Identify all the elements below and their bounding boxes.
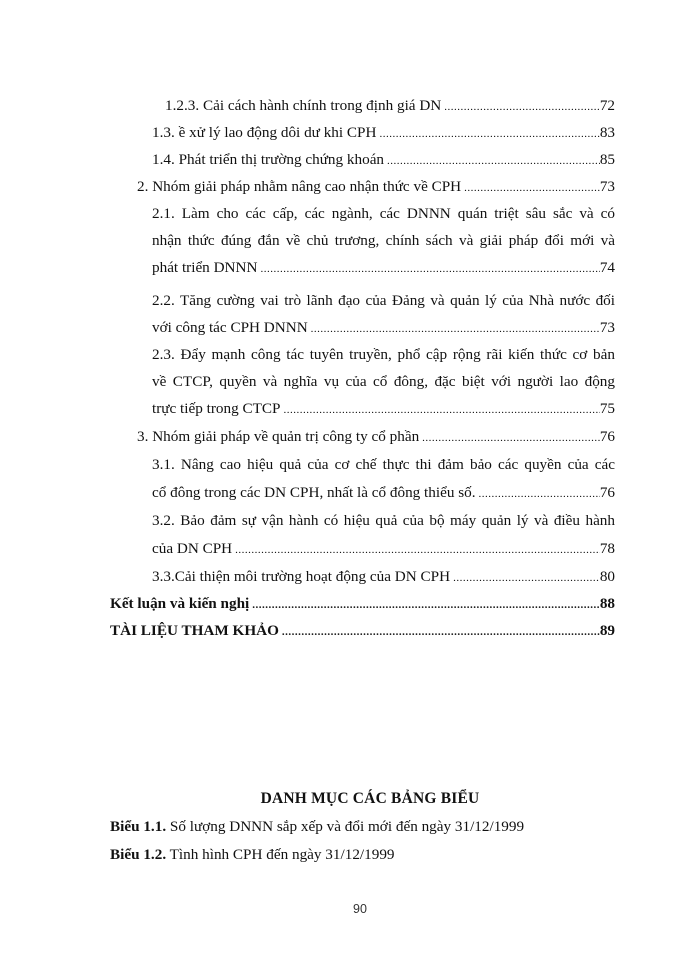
toc-leader-dots [379, 121, 599, 148]
toc-leader-dots [464, 175, 600, 202]
toc-entry-line: 2.3. Đẩy mạnh công tác tuyên truyền, phổ cập rộng rãi kiến thức cơ bản [152, 346, 615, 363]
figure-item [110, 818, 524, 836]
toc-page-number: 75 [599, 400, 615, 417]
toc-entry-text: phát triển DNNN [152, 259, 258, 276]
toc-entry [152, 535, 615, 562]
toc-entry [137, 423, 615, 450]
toc-leader-dots [282, 619, 600, 646]
toc-page-number: 78 [599, 540, 615, 557]
toc-leader-dots [252, 592, 600, 619]
toc-entry-text: 2. Nhóm giải pháp nhằm nâng cao nhận thức về CPH [137, 178, 462, 195]
toc-page-number: 80 [599, 568, 615, 585]
toc-page-number: 73 [599, 319, 615, 336]
toc-page-number: 89 [599, 622, 615, 639]
toc-entry-line: 3.2. Bảo đảm sự vận hành có hiệu quả của bộ máy quản lý và điều hành [152, 512, 615, 529]
figure-label: Biểu 1.1. [110, 818, 167, 835]
toc-entry [165, 92, 615, 119]
toc-entry-text: Kết luận và kiến nghị [110, 595, 250, 612]
toc-entry [152, 479, 615, 506]
figure-label: Biểu 1.2. [110, 846, 167, 863]
toc-entry-conclusion [110, 590, 615, 617]
figures-heading: DANH MỤC CÁC BẢNG BIỂU [260, 790, 480, 807]
toc-page-number: 72 [599, 97, 615, 114]
toc-page-number: 76 [599, 484, 615, 501]
toc-entry [137, 173, 615, 200]
toc-entry-text: với công tác CPH DNNN [152, 319, 308, 336]
toc-entry-line: nhận thức đúng đắn về chủ trương, chính sách và giải pháp đổi mới và [152, 232, 615, 249]
toc-entry [152, 563, 615, 590]
toc-leader-dots [422, 425, 600, 452]
figure-title: Tình hình CPH đến ngày 31/12/1999 [166, 846, 395, 863]
figure-item [110, 846, 395, 864]
toc-entry [152, 254, 615, 281]
toc-entry-text: 1.4. Phát triển thị trường chứng khoán [152, 151, 385, 168]
toc-leader-dots [479, 481, 600, 508]
toc-entry-line: 2.2. Tăng cường vai trò lãnh đạo của Đảng và quản lý của Nhà nước đối [152, 292, 615, 309]
toc-leader-dots [283, 397, 599, 424]
toc-page-number: 73 [599, 178, 615, 195]
toc-entry-text: 1.2.3. Cải cách hành chính trong định giá DN [165, 97, 442, 114]
toc-entry-text: 3.3.Cải thiện môi trường hoạt động của DN CPH [152, 568, 451, 585]
toc-entry-text: cổ đông trong các DN CPH, nhất là cổ đông thiểu số. [152, 484, 476, 501]
toc-page-number: 74 [599, 259, 615, 276]
page-number: 90 [353, 902, 367, 916]
toc-page-number: 85 [599, 151, 615, 168]
toc-leader-dots [235, 537, 600, 564]
toc-leader-dots [453, 565, 600, 592]
toc-entry-text: TÀI LIỆU THAM KHẢO [110, 622, 279, 639]
toc-leader-dots [387, 148, 600, 175]
toc-leader-dots [311, 316, 600, 343]
toc-entry [152, 395, 615, 422]
toc-entry-text: của DN CPH [152, 540, 233, 557]
toc-entry [152, 119, 615, 146]
figure-title: Số lượng DNNN sắp xếp và đổi mới đến ngày 31/12/1999 [166, 818, 525, 835]
toc-page-number: 76 [599, 428, 615, 445]
toc-entry-text: 1.3. ề xử lý lao động dôi dư khi CPH [152, 124, 377, 141]
toc-entry [152, 314, 615, 341]
toc-leader-dots [260, 256, 599, 283]
toc-entry-line: 2.1. Làm cho các cấp, các ngành, các DNNN quán triệt sâu sắc và có [152, 205, 615, 222]
toc-entry-text: 3. Nhóm giải pháp về quản trị công ty cổ phần [137, 428, 420, 445]
toc-entry-line: 3.1. Nâng cao hiệu quả của cơ chế thực thi đảm bảo các quyền của các [152, 456, 615, 473]
toc-entry [152, 146, 615, 173]
toc-page-number: 88 [599, 595, 615, 612]
toc-entry-text: trực tiếp trong CTCP [152, 400, 281, 417]
toc-entry-references [110, 617, 615, 644]
toc-entry-line: về CTCP, quyền và nghĩa vụ của cổ đông, đặc biệt với người lao động [152, 373, 615, 390]
toc-page-number: 83 [599, 124, 615, 141]
toc-leader-dots [444, 94, 600, 121]
